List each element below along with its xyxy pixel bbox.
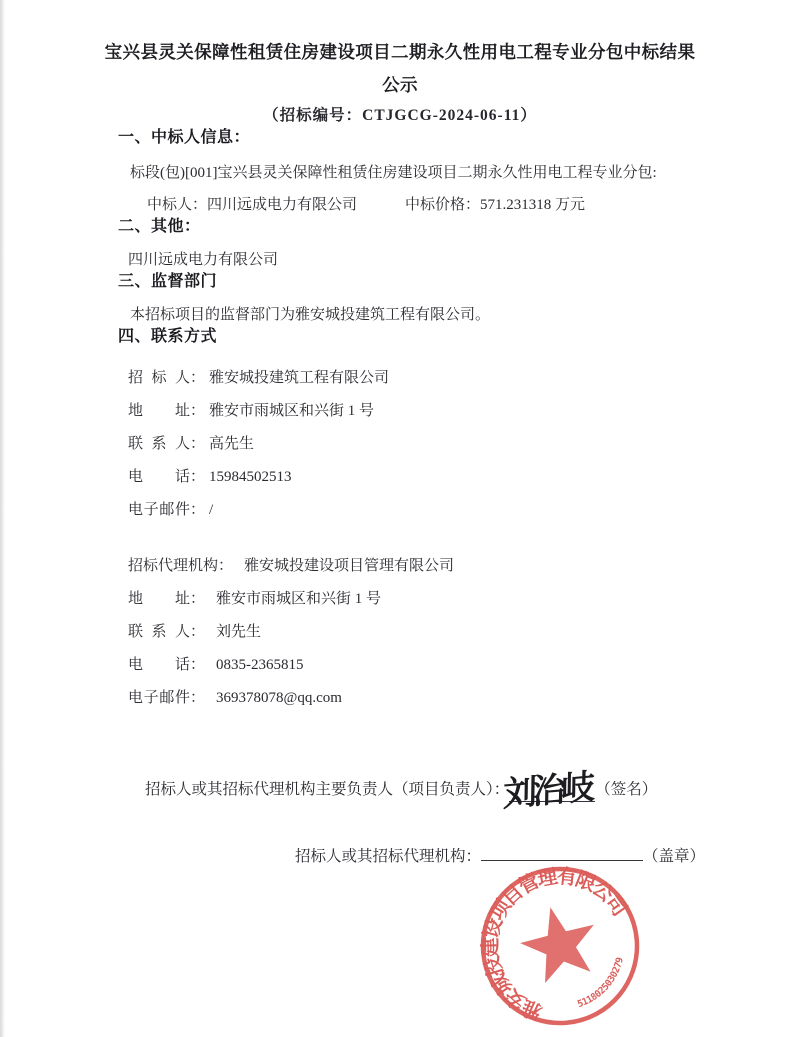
- contact-row-agency-name: [128, 556, 800, 576]
- colon: ：: [190, 469, 206, 485]
- section-supervisor-heading: 三、监督部门: [118, 273, 218, 290]
- winner-row: [147, 195, 800, 216]
- colon: ：: [190, 591, 206, 607]
- colon: ：: [190, 502, 206, 518]
- seal-company-text: 雅安城投建设项目管理有限公司: [479, 865, 631, 1023]
- contact-label: 地址: [128, 591, 190, 607]
- winner-name: 四川远成电力有限公司: [207, 197, 358, 213]
- tenderer-contact-block: [128, 368, 800, 520]
- contact-value: 雅安市雨城区和兴街 1 号: [216, 591, 382, 607]
- colon: ：: [190, 690, 206, 706]
- signature-underline: [503, 769, 595, 815]
- agency-contact-block: [128, 556, 800, 708]
- price-value: 571.231318 万元: [480, 197, 586, 213]
- contact-row-tenderer-address: [128, 401, 800, 421]
- company-seal-stamp: [475, 861, 645, 1031]
- stamp-underline: [481, 842, 643, 861]
- lot-description: 标段(包)[001]宝兴县灵关保障性租赁住房建设项目二期永久性用电工程专业分包:: [130, 165, 657, 181]
- colon: ：: [190, 370, 206, 386]
- section-other-heading: 二、其他：: [118, 218, 201, 235]
- contact-row-tenderer-person: [128, 434, 800, 454]
- contact-row-agency-address: [128, 589, 800, 609]
- leader-signature-label: 招标人或其招标代理机构主要负责人（项目负责人）：: [145, 781, 510, 798]
- price-label: 中标价格：: [405, 197, 481, 213]
- contact-label: 电话: [128, 657, 190, 673]
- contact-row-tenderer-email: [128, 500, 800, 520]
- contact-row-agency-email: [128, 688, 800, 708]
- contact-label: 电话: [128, 469, 190, 485]
- other-body: 四川远成电力有限公司: [128, 252, 279, 268]
- contact-label: 电子邮件: [128, 690, 190, 706]
- contact-row-agency-phone: [128, 655, 800, 675]
- contact-value: 刘先生: [216, 624, 262, 640]
- contact-value: 雅安城投建设项目管理有限公司: [244, 558, 455, 574]
- leader-signature-row: [145, 769, 800, 815]
- contact-label: 招标代理机构: [128, 558, 219, 574]
- supervisor-body: 本招标项目的监督部门为雅安城投建筑工程有限公司。: [130, 307, 491, 323]
- contact-value: 0835-2365815: [216, 657, 304, 673]
- section-contact-heading: 四、联系方式: [118, 328, 218, 345]
- contact-value: 15984502513: [209, 469, 292, 485]
- handwritten-signature: 刘治岐: [503, 769, 591, 815]
- document-title: 宝兴县灵关保障性租赁住房建设项目二期永久性用电工程专业分包中标结果公示: [104, 42, 696, 95]
- colon: ：: [218, 558, 234, 574]
- seal-star-icon: [513, 898, 604, 987]
- sign-suffix: （签名）: [595, 781, 658, 798]
- contact-label: 电子邮件: [128, 502, 190, 518]
- section-winner-heading: 一、中标人信息：: [118, 129, 251, 146]
- seal-number-text: 5118025030279: [575, 955, 627, 1011]
- contact-label: 联系人: [128, 624, 190, 640]
- contact-label: 联系人: [128, 436, 190, 452]
- colon: ：: [190, 403, 206, 419]
- colon: ：: [190, 624, 206, 640]
- contact-value: 雅安市雨城区和兴街 1 号: [209, 403, 375, 419]
- winner-label: 中标人：: [147, 197, 208, 213]
- contact-row-agency-person: [128, 622, 800, 642]
- contact-label: 地址: [128, 403, 190, 419]
- colon: ：: [190, 657, 206, 673]
- contact-value: 雅安城投建筑工程有限公司: [209, 370, 390, 386]
- contact-row-tenderer-phone: [128, 467, 800, 487]
- contact-value: /: [209, 502, 214, 518]
- contact-value: 高先生: [209, 436, 255, 452]
- tender-number: （招标编号：CTJGCG-2024-06-11）: [263, 107, 537, 124]
- colon: ：: [190, 436, 206, 452]
- agency-stamp-label: 招标人或其招标代理机构：: [295, 848, 482, 865]
- contact-row-tenderer-name: [128, 368, 800, 388]
- contact-value: 369378078@qq.com: [216, 690, 342, 706]
- seal-suffix: （盖章）: [643, 848, 706, 865]
- contact-label: 招标人: [128, 370, 190, 386]
